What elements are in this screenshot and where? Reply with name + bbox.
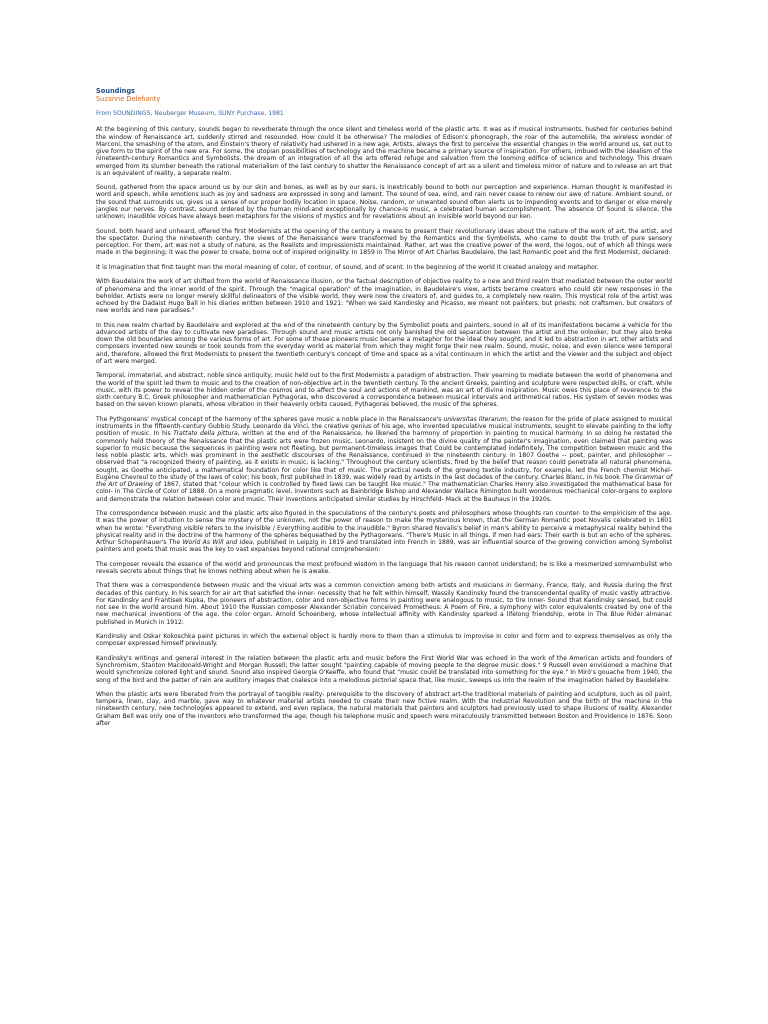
paragraph-text: Temporal, immaterial, and abstract, noble since antiquity, music held out to the first Modernists a paradigm of abstraction. Their yearning to mediate between the world of phenomena and the world of the spirit led them to music and to the creation of non-objective art in the twentieth century. To the ancient Greeks, painting and sculpture were respected skills, or craft, while music, with its power to reveal the hidden order of the cosmos and to affect the soul and actions of mankind, was an art of divine inspiration. Music owes this place of reverence to the sixth century B.C. Greek philosopher and mathematician Pythagoras, who discovered a correspondence between musical intervals and arithmetical ratios. His system of seven modes was based on the seven known planets, whose vibration in their heavenly orbits caused, Pythagoras believed, the music of the spheres.: [96, 372, 672, 409]
paragraph-text: , written at the end of the Renaissance, he likened the harmony of proportion in painting to musical harmony. In so doing he restated the commonly held theory of the Renaissance that the plastic arts were frozen music. Leonardo, insistent on the divine quality of the painter's imagination, even claimed that painting was superior to music because the sequences in painting were not fleeting, but permanent-timeless images that Could be contemplated indefinitely, The competition between music and the less noble plastic arts, which was prominent in the aesthetic discourses of the Renaissance, continued in the nineteenth century. In 1807 Goethe -- poet, painter, and philosopher -- observed that "a recognized theory of painting, as it exists in music, is lacking." Throughout the century scientists, fired by the belief that reason could penetrate all natural phenomena, sought, as Goethe anticipated, a mathematical foundation for color like that of music. The practical needs of the growing textile industry, for example, led the French chemist Michel-Eugène Chevreul to the study of the laws of color; his book, first published in 1839, was widely read by artists in the last decades of the century. Charles Blanc, in his book: [96, 430, 673, 481]
author-name: Suzanne Delehanty: [96, 95, 161, 103]
paragraph-text: It is Imagination that first taught man the moral meaning of color, of contour, of sound, and of scent. In the beginning of the world it created analogy and metaphor.: [96, 263, 599, 271]
paragraph: [96, 264, 672, 271]
paragraph-text: Kandinsky and Oskar Kokoschka paint pictures in which the external object is hardly more to them than a stimulus to improvise in color and form and to express themselves as only the composer expressed himself previously.: [96, 633, 672, 648]
document-title: Soundings: [96, 87, 135, 95]
paragraph-text: With Baudelaire the work of art shifted from the world of Renaissance illusion, or the factual description of objective reality to a new and third realm that mediated between the outer world of phenomena and the inner world of the spirit. Through the "magical operation" of the imagination, in Baudelaire's view, artists became creators who could stir new responses in the beholder. Artists were no longer merely skillful delineators of the visible world, they were now the creators of, and guides to, a completely new realm. This mystical role of the artist was echoed by the Dadaist Hugo Ball in his diaries written between 1910 and 1921: "When we said Kandinsky and Picasso, we meant not painters, but priests; not craftsmen, but creators of new worlds and new paradises.": [96, 278, 672, 315]
paragraph-text: Kandinsky's writings and general interest in the relation between the plastic arts and music before the First World War was echoed in the work of the American artists and founders of Synchromism, Stanton Macdonald-Wright and Morgan Russell; the latter sought "painting capable of moving people to the degree music does." 9 Russell even envisioned a machine that would synchronize colored light and sound. Sound also inspired Georgia O'Keeffe, who found that "music could be translated into something for the eye." In Miró's gouache from 1940, the song of the bird and the patter of rain are auditory images that coalesce into a melodious pictorial space that, like music, sweeps us into the realm of the imagination hailed by Baudelaire.: [96, 654, 672, 684]
paragraph-text: of 1867, stated that "colour which is controlled by fixed laws can be taught like music." The mathematician Charles Henry also investigated the mathematical base for color- in The Circle of Color of 1888. On a more pragmatic level, inventors such as Bainbridge Bishop and Alexander Wallace Rimington built wonderous mechanical color-organs to explore and demonstrate the relation between color and music. Their inventions anticipated similar studies by Hirschfeld- Mack at the Bauhaus in the 1920s.: [96, 481, 673, 503]
paragraph: [96, 655, 672, 684]
paragraph-text: When the plastic arts were liberated from the portrayal of tangible reality- prerequisite to the discovery of abstract art-the traditional materials of painting and sculpture, such as oil paint, tempera, linen, clay, and marble, gave way to whatever material artists needed to create their new fictive realm. With the Industrial Revolution and the birth of the machine in the nineteenth century, new technologies appeared to extend, and even replace, the natural materials that painters and sculptors had previously used to shape illusions of reality. Alexander Graham Bell was only one of the inventors who transformed the age; though his telephone music and speech were miraculously transmitted between Boston and Providence in 1876. Soon after: [96, 690, 672, 727]
paragraph: [96, 126, 672, 177]
paragraph: [96, 582, 672, 626]
document-page: [96, 87, 672, 734]
paragraph: [96, 372, 672, 408]
paragraph-text: Sound, gathered from the space around us by our skin and bones, as well as by our ears, is inextricably bound to both our perception and experience. Human thought is manifested in word and speech, while emotions such as joy and sadness are expressed in song and lament. The sound of sea, wind, and rain never cease to renew our awe of nature. Ambient sound, or the sound that surrounds us, gives us a sense of our proper bodily location in space. Noise, random, or unwanted sound often alerts us to impending events and to danger or else merely jangles our nerves. By contrast, sound ordered by the human mind-and exceptionally by chance-is music, a celebrated human accomplishment. The absence Of Sound is silence, the unknown; inaudible voices have always been metaphors for the visions of mystics and for revelations about an invisible world beyond our ken.: [96, 184, 672, 221]
italic-title-text: The Grammar of the Art of Drawing: [96, 473, 672, 489]
paragraph: [96, 510, 672, 554]
paragraph: [96, 416, 672, 503]
paragraph: [96, 561, 672, 576]
paragraph-text: , published in Leipzig in 1819 and translated into French in 1889, was air influential source of the growing conviction among Symbolist painters and poets that music was the key to vast expanses beyond rational comprehension:: [96, 539, 672, 554]
paragraph: [96, 322, 672, 366]
paragraph-text: The composer reveals the essence of the world and pronounces the most profound wisdom in the language that his reason cannot understand; he is like a mesmerized somnambulist who reveals secrets about things that he knows nothing about when he is awake.: [96, 560, 672, 575]
paragraph: [96, 633, 672, 648]
article-body: [96, 126, 672, 727]
paragraph-text: At the beginning of this century, sounds began to reverberate through the once silent and timeless world of the plastic arts. It was as if musical instruments, hushed for centuries behind the window of Renaissance art, suddenly stirred and resounded. How could it be otherwise? The melodies of Edison's phonograph, the roar of the automobile, the wireless wonder of Marconi, the smashing of the atom, and Einstein's theory of relativity had ushered in a new age. Artists, always the first to perceive the essential changes in the world around us, set out to give form to the spirit of the new era. For some, the utopian possibilities of technology and the machine became a primary source of inspiration. For others, imbued with the idealism of the nineteenth-century Romantics and Symbolists, the dream of an integration of all the arts offered refuge and salvation from the looming edifice of science and technology. This dream emerged from its slumber beneath the rational materialism of the last century to shatter the Renaissance concept of art as a silent and timeless mirror of nature and to release an art that is an equivalent of reality, a separate realm.: [96, 126, 672, 177]
paragraph-text: , the reason for the pride of place assigned to musical instruments in the fifteenth-century Gubbio Study. Leonardo da Vinci, the creative genius of his age, who invented speculative musical instruments, sought to elevate painting to the lofty position of music. In his: [96, 415, 672, 438]
paragraph-text: The Pythgoreans' mystical concept of the harmony of the spheres gave music a noble place in the Renaissance's: [96, 415, 444, 423]
italic-title-text: universitas literarum: [443, 415, 507, 423]
paragraph: [96, 691, 672, 727]
paragraph: [96, 278, 672, 314]
italic-title-text: World As Will and Idea: [182, 539, 253, 546]
paragraph-text: That there was a correspondence between music and the visual arts was a common conviction among both artists and musicians in Germany, France, Italy, and Russia during the first decades of this century. In his search for air art that satisfied the inner- necessity that he felt within himself, Wassily Kandinsky found the transcendental quality of music vastly attractive. For Kandinsky and Frantisek Kupka, the pioneers of abstraction, color and non-objective forms in painting were analogous to music, to tire inner- Sound that Kandinsky sensed, but could not see in the world around him. About 1910 the Russian composer Alexander Scriabin conceived Prometheus: A Poem of Fire, a symphony with color equivalents created by one of the new mechanical inventions of the age, the color organ. Arnold Schoenberg, whose intellectual affinity with Kandinsky sparked a lifelong friendship, wrote in The Blue Rider almanac published in Munich in 1912:: [96, 582, 672, 626]
paragraph-text: Sound, both heard and unheard, offered the first Modernists at the opening of the century a means to present their revolutionary ideas about the nature of the work of art, the artist, and the spectator. During the nineteenth century, the views of the Renaissance were transformed by the Romantics and the Symbolists, who came to doubt the truth of pure sensory perception. For them, art was not a study of nature, as the Realists and Impressionists maintained. Rather, art was the creative power of the word, the logos, out of which all things were made in the beginning; it was the power to create, borne out of inspired originality. In 1859 in The Mirror of Art Charles Baudelaire, the last Romantic poet and the first Modernist, declared:: [96, 227, 672, 257]
paragraph-text: In this new realm charted by Baudelaire and explored at the end of the nineteenth century by the Symbolist poets and painters, sound in all of its manifestations became a vehicle for the advanced artists of the day to cultivate new paradises. Through sound and music artists not only banished the old separation between the artist and the onlooker, but they also broke down the old boundaries among the various forms of art. For some of these pioneers music became a metaphor for the ideal they sought, and it led to abstraction in art; other artists and composers invented new sounds or took sounds from the everyday world as material from which they might forge their new realm. Sound, music, noise, and even silence were temporal and, therefore, allowed the first Modernists to present the twentieth century's concept of time and space as a vital continuum in which the artist and the viewer and the subject and object of art were merged.: [96, 321, 672, 365]
paragraph-text: The correspondence between music and the plastic arts also figured in the speculations of the century's poets and philosophers whose thoughts ran counter- to the empiricism of the age. It was the power of intuition to sense the mystery of the unknown, not the power of reason to make the mysterious known, that the German Romantic poet Novalis celebrated in 1801 when he wrote: "Everything visible refers to the invisible / Everything audible to the inaudible." Byron shared Novalis's belief in man's ability to perceive a metaphysical reality behind the physical reality and in the doctrine of the harmony of the spheres bequeathed by the Pythagoreans. "There's Music in all things, if men had ears: Their earth is but an echo of the spheres. Arthur Schopenhauer's The: [96, 510, 672, 546]
italic-title-text: Trattato della pittura: [173, 430, 238, 438]
paragraph: [96, 228, 672, 257]
source-citation: From SOUNDINGS, Neuberger Museum, SUNY Purchase, 1981: [96, 110, 284, 117]
paragraph: [96, 184, 672, 220]
